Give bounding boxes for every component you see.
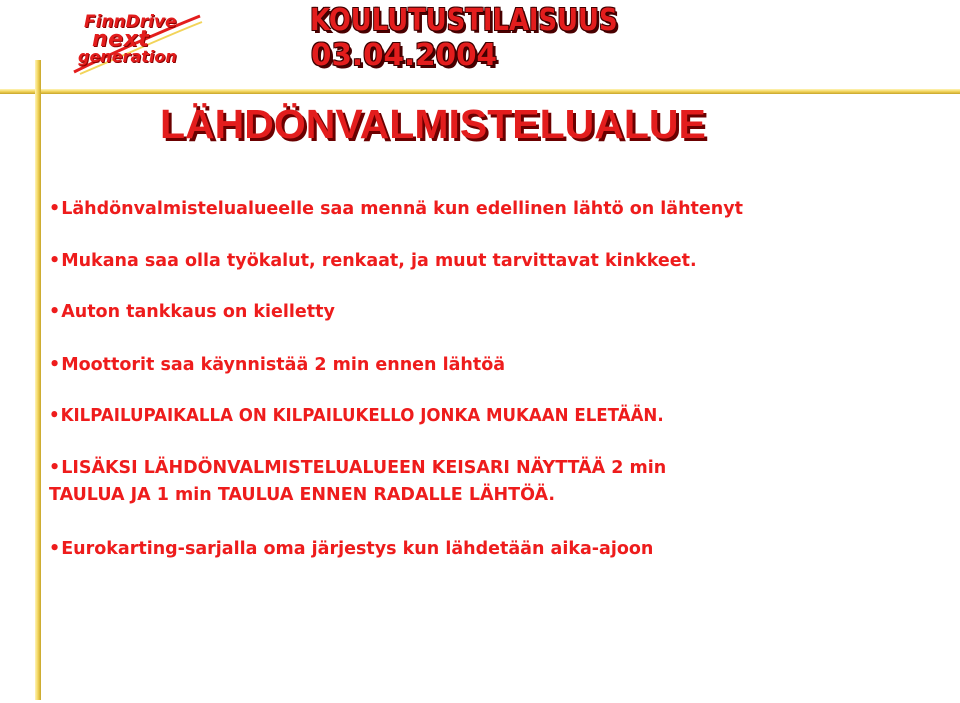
horizontal-frame-line (0, 89, 960, 94)
bullet-text: Lähdönvalmistelualueelle saa mennä kun edellinen lähtö on lähtenyt (61, 199, 744, 219)
bullet-item (49, 536, 653, 563)
bullet-text: LISÄKSI LÄHDÖNVALMISTELUALUEEN KEISARI NÄYTTÄÄ 2 min (61, 458, 667, 478)
bullet-item (49, 299, 335, 326)
bullet-icon: • (49, 251, 61, 271)
event-title: KOULUTUSTILAISUUS (310, 3, 618, 38)
bullet-icon: • (49, 406, 60, 426)
vertical-frame-line (35, 60, 41, 700)
logo-text-finndrive: FinnDrive (84, 12, 177, 32)
bullet-item (49, 455, 666, 509)
bullet-item (49, 403, 664, 430)
bullet-text: Mukana saa olla työkalut, renkaat, ja muut tarvittavat kinkkeet. (61, 251, 697, 271)
bullet-icon: • (49, 355, 61, 375)
bullet-icon: • (49, 199, 61, 219)
bullet-text: Auton tankkaus on kielletty (61, 302, 335, 322)
bullet-text-continuation: TAULUA JA 1 min TAULUA ENNEN RADALLE LÄHTÖÄ. (49, 485, 556, 505)
bullet-item (49, 352, 505, 379)
bullet-text: KILPAILUPAIKALLA ON KILPAILUKELLO JONKA MUKAAN ELETÄÄN. (60, 406, 664, 426)
bullet-icon: • (49, 302, 61, 322)
slide-heading: LÄHDÖNVALMISTELUALUE (160, 101, 706, 147)
bullet-icon: • (49, 458, 61, 478)
logo-text-next: next (92, 27, 150, 52)
bullet-item (49, 196, 743, 223)
event-date: 03.04.2004 (311, 38, 498, 73)
bullet-text: Moottorit saa käynnistää 2 min ennen lähtöä (61, 355, 506, 375)
bullet-text: Eurokarting-sarjalla oma järjestys kun lähdetään aika-ajoon (61, 539, 654, 559)
bullet-icon: • (49, 539, 61, 559)
bullet-item (49, 248, 697, 275)
finndrive-logo (70, 4, 204, 80)
logo-text-generation: generation (78, 47, 177, 66)
